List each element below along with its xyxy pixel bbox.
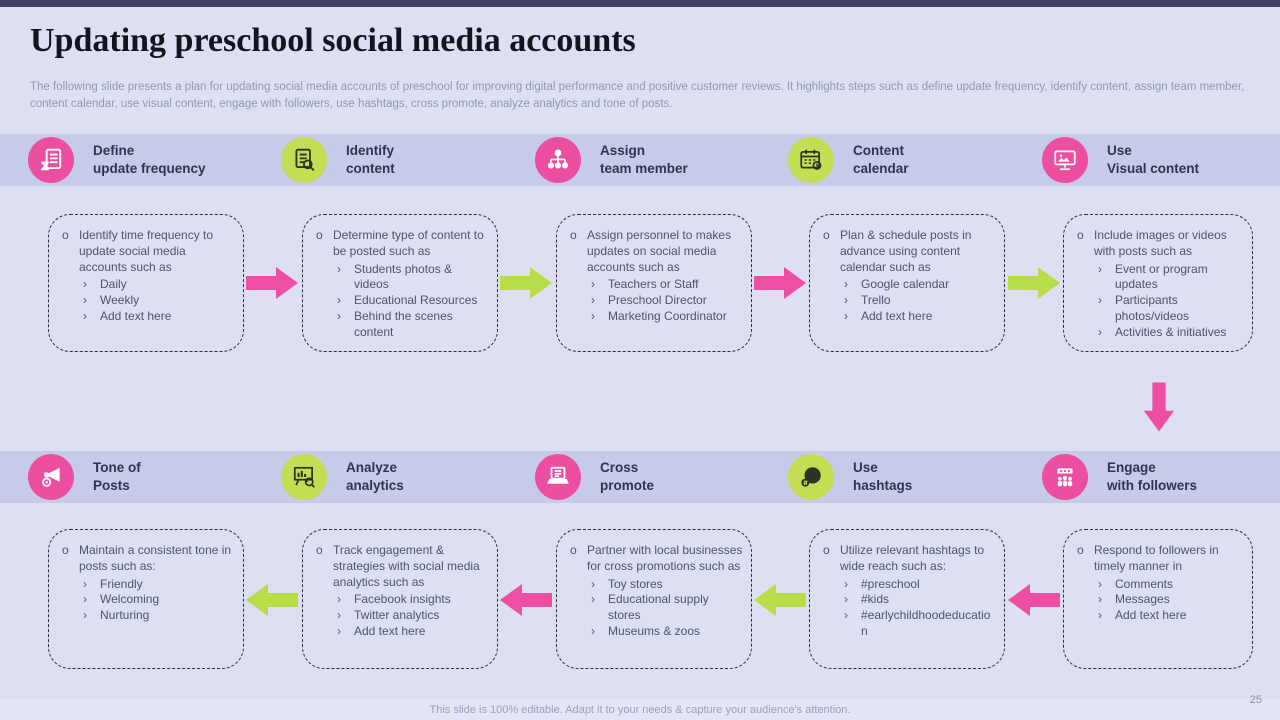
step-label-line1: Cross (600, 460, 639, 476)
sub-bullet (591, 277, 743, 293)
megaphone-badge-icon (38, 464, 64, 490)
note-box-assign-team-member (556, 214, 752, 352)
sub-bullet (1098, 325, 1244, 341)
sub-bullet (83, 309, 235, 325)
note-main-text: o Include images or videos with posts such as (1094, 228, 1227, 258)
step-label-line1: Identify (346, 143, 395, 159)
step-icon-circle (788, 137, 834, 183)
sub-bullet (591, 293, 743, 309)
document-magnifier-icon (291, 147, 317, 173)
flow-arrow-right-icon (1008, 265, 1060, 301)
sub-bullet (1098, 608, 1244, 624)
step-header-engage-with-followers (1042, 454, 1197, 500)
note-main-text: o Respond to followers in timely manner in (1094, 543, 1219, 573)
step-icon-circle (1042, 137, 1088, 183)
step-header-tone-of-posts (28, 454, 141, 500)
footer-band (0, 699, 1280, 720)
sub-bullet (844, 293, 996, 309)
note-sub-list (570, 277, 743, 324)
flow-arrow-left-icon (500, 582, 552, 618)
monitor-image-icon (1052, 147, 1078, 173)
note-box-tone-of-posts (48, 529, 244, 669)
step-label-line1: Use (1107, 143, 1132, 159)
note-sub-list (823, 277, 996, 324)
sub-bullet-text: › Participants photos/videos (1115, 293, 1190, 324)
sub-bullet (844, 577, 996, 593)
step-icon-circle (535, 454, 581, 500)
sub-bullet (1098, 293, 1244, 325)
step-label-line2: analytics (346, 478, 404, 493)
note-main-item (823, 543, 996, 575)
step-icon-circle (28, 454, 74, 500)
flow-arrow-right-icon (754, 265, 806, 301)
note-main-item (570, 228, 743, 275)
sub-bullet-text: › Daily (100, 277, 127, 292)
sub-bullet (337, 624, 489, 640)
sub-bullet-text: › Add text here (100, 309, 172, 324)
note-sub-list (823, 577, 996, 640)
note-sub-list (316, 592, 489, 639)
step-label (1107, 142, 1199, 177)
flow-arrow-left-icon (246, 582, 298, 618)
analytics-board-icon (291, 464, 317, 490)
step-label-line1: Engage (1107, 460, 1156, 476)
note-box-cross-promote (556, 529, 752, 669)
step-label (1107, 459, 1197, 494)
note-main-item (1077, 228, 1244, 260)
footer-note: This slide is 100% editable. Adapt it to your needs & capture your audience's attention. (429, 703, 851, 716)
note-box-analyze-analytics (302, 529, 498, 669)
note-sub-list (316, 262, 489, 341)
step-label (600, 142, 688, 177)
step-icon-circle (788, 454, 834, 500)
sub-bullet-text: › Educational supply stores (608, 592, 709, 623)
sub-bullet-text: › Friendly (100, 576, 143, 591)
step-label-line1: Use (853, 460, 878, 476)
document-hourglass-icon (38, 147, 64, 173)
step-icon-circle (281, 454, 327, 500)
sub-bullet (83, 608, 235, 624)
sub-bullet (1098, 262, 1244, 294)
sub-bullet-text: › Toy stores (608, 576, 663, 591)
sub-bullet (844, 608, 996, 640)
process-row2-header-band (0, 451, 1280, 503)
step-header-analyze-analytics (281, 454, 404, 500)
note-sub-list (62, 277, 235, 324)
step-label (346, 142, 395, 177)
flow-arrow-left-icon (754, 582, 806, 618)
sub-bullet (337, 309, 489, 341)
step-label (853, 142, 909, 177)
sub-bullet-text: › Activities & initiatives (1115, 324, 1227, 339)
note-sub-list (62, 577, 235, 624)
sub-bullet-text: › Museums & zoos (608, 624, 701, 639)
sub-bullet-text: › Trello (861, 293, 891, 308)
sub-bullet-text: › Facebook insights (354, 592, 451, 607)
sub-bullet (83, 277, 235, 293)
step-label (600, 459, 654, 494)
sub-bullet (337, 592, 489, 608)
note-main-text: o Maintain a consistent tone in posts such as: (79, 543, 232, 573)
sub-bullet-text: › Nurturing (100, 608, 150, 623)
sub-bullet-text: › Twitter analytics (354, 608, 440, 623)
sub-bullet-text: › Behind the scenes content (354, 309, 453, 339)
flow-arrow-left-icon (1008, 582, 1060, 618)
note-main-text: o Track engagement & strategies with social media analytics such as (333, 543, 480, 589)
step-header-assign-team-member (535, 137, 688, 183)
sub-bullet (337, 293, 489, 309)
sub-bullet-text: › Add text here (354, 624, 426, 639)
hashtag-bubble-icon (798, 464, 824, 490)
sub-bullet (337, 608, 489, 624)
step-icon-circle (535, 137, 581, 183)
note-sub-list (1077, 262, 1244, 341)
step-label-line1: Tone of (93, 460, 141, 476)
sub-bullet-text: › Messages (1115, 592, 1170, 607)
note-box-identify-content (302, 214, 498, 352)
step-label-line2: calendar (853, 161, 909, 176)
note-main-text: o Plan & schedule posts in advance using content calendar such as (840, 228, 972, 274)
sub-bullet-text: › Add text here (1115, 608, 1187, 623)
sub-bullet (844, 309, 996, 325)
note-box-define-update-frequency (48, 214, 244, 352)
sub-bullet (591, 577, 743, 593)
sub-bullet-text: › Comments (1115, 576, 1174, 591)
step-label-line1: Analyze (346, 460, 398, 476)
calendar-clock-icon (798, 147, 824, 173)
step-label-line2: promote (600, 478, 654, 493)
sub-bullet (844, 277, 996, 293)
step-icon-circle (281, 137, 327, 183)
slide-subtitle: The following slide presents a plan for updating social media accounts of preschool for improving digital performance and positive customer reviews. It highlights steps such as define update frequency, identify content, assign team member, content calendar, use visual content, engage with followers, use hashtags, cross promote, analyze analytics and tone of posts. (30, 81, 1245, 110)
note-sub-list (1077, 577, 1244, 624)
note-main-item (62, 228, 235, 275)
sub-bullet-text: › Preschool Director (608, 293, 707, 308)
sub-bullet (591, 592, 743, 624)
sub-bullet-text: › Educational Resources (354, 293, 478, 308)
step-label-line2: hashtags (853, 478, 913, 493)
slide-title: Updating preschool social media accounts (30, 22, 636, 59)
sub-bullet-text: › Students photos & videos (354, 261, 453, 292)
sub-bullet (844, 592, 996, 608)
note-box-content-calendar (809, 214, 1005, 352)
step-header-use-visual-content (1042, 137, 1199, 183)
step-header-use-hashtags (788, 454, 912, 500)
laptop-document-icon (545, 464, 571, 490)
sub-bullet-text: › Event or program updates (1115, 261, 1208, 292)
note-main-text: o Utilize relevant hashtags to wide reach such as: (840, 543, 985, 573)
note-main-text: o Determine type of content to be posted such as (333, 228, 484, 258)
process-row1-header-band (0, 134, 1280, 186)
sub-bullet-text: › Google calendar (861, 277, 950, 292)
followers-group-icon (1052, 464, 1078, 490)
step-header-content-calendar (788, 137, 909, 183)
step-label (93, 142, 206, 177)
note-main-item (823, 228, 996, 275)
note-main-item (316, 228, 489, 260)
note-box-use-hashtags (809, 529, 1005, 669)
note-main-item (62, 543, 235, 575)
sub-bullet-text: › Welcoming (100, 592, 160, 607)
step-label-line2: team member (600, 161, 688, 176)
sub-bullet (1098, 592, 1244, 608)
sub-bullet-text: › Weekly (100, 293, 140, 308)
sub-bullet-text: › Marketing Coordinator (608, 309, 727, 324)
note-main-item (570, 543, 743, 575)
note-box-use-visual-content (1063, 214, 1253, 352)
note-main-text: o Assign personnel to makes updates on social media accounts such as (587, 228, 732, 274)
sub-bullet (1098, 577, 1244, 593)
step-header-define-update-frequency (28, 137, 206, 183)
note-main-text: o Partner with local businesses for cross promotions such as (587, 543, 743, 573)
step-label (346, 459, 404, 494)
sub-bullet-text: › #preschool (861, 576, 920, 591)
step-label-line1: Content (853, 143, 904, 159)
sub-bullet-text: › #kids (861, 592, 890, 607)
step-header-cross-promote (535, 454, 654, 500)
sub-bullet (83, 577, 235, 593)
step-icon-circle (28, 137, 74, 183)
page-number: 25 (1249, 694, 1262, 706)
sub-bullet (591, 624, 743, 640)
sub-bullet (591, 309, 743, 325)
step-label-line1: Assign (600, 143, 646, 159)
sub-bullet (337, 262, 489, 294)
sub-bullet-text: › #earlychildhoodeducation (861, 608, 991, 639)
note-sub-list (570, 577, 743, 640)
sub-bullet-text: › Add text here (861, 309, 933, 324)
step-label (93, 459, 141, 494)
flow-arrow-right-icon (500, 265, 552, 301)
note-main-item (1077, 543, 1244, 575)
step-label (853, 459, 912, 494)
step-icon-circle (1042, 454, 1088, 500)
sub-bullet (83, 592, 235, 608)
step-label-line2: content (346, 161, 395, 176)
step-header-identify-content (281, 137, 395, 183)
team-hierarchy-icon (545, 147, 571, 173)
step-label-line2: update frequency (93, 161, 206, 176)
sub-bullet-text: › Teachers or Staff (608, 277, 699, 292)
top-accent-strip (0, 0, 1280, 7)
step-label-line2: with followers (1107, 478, 1198, 493)
step-label-line1: Define (93, 143, 135, 159)
note-main-text: o Identify time frequency to update social media accounts such as (79, 228, 214, 274)
sub-bullet (83, 293, 235, 309)
step-label-line2: Posts (93, 478, 130, 493)
note-box-engage-with-followers (1063, 529, 1253, 669)
note-main-item (316, 543, 489, 590)
flow-arrow-right-icon (246, 265, 298, 301)
flow-arrow-down-icon (1142, 381, 1176, 433)
step-label-line2: Visual content (1107, 161, 1200, 176)
